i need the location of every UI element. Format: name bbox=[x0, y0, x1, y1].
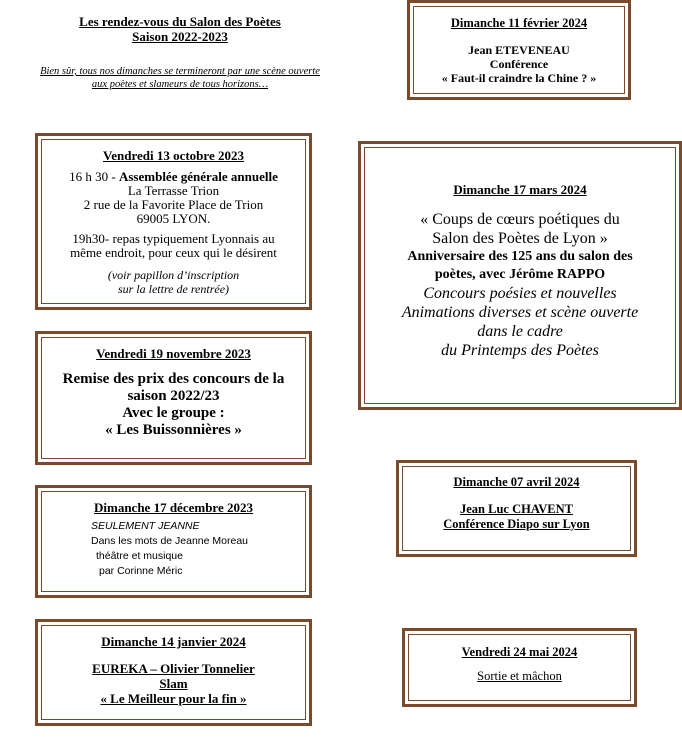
event-line-6: Animations diverses et scène ouverte bbox=[401, 304, 639, 321]
page-header bbox=[30, 14, 330, 91]
event-time: 16 h 30 - bbox=[69, 169, 119, 184]
event-place: La Terrasse Trion bbox=[127, 183, 220, 198]
event-box-april bbox=[396, 460, 637, 557]
event-date: Dimanche 11 février 2024 bbox=[450, 16, 588, 30]
event-title-text: Assemblée générale annuelle bbox=[118, 169, 278, 184]
page-title: Les rendez-vous du Salon des Poètes bbox=[79, 14, 281, 29]
event-box-may bbox=[402, 628, 637, 707]
event-line-3: « Faut-il craindre la Chine ? » bbox=[441, 71, 597, 85]
event-box-march bbox=[358, 141, 682, 410]
event-line-3: Avec le groupe : bbox=[122, 405, 225, 421]
event-line-2: Conférence bbox=[489, 57, 549, 71]
event-note-2: sur la lettre de rentrée) bbox=[117, 282, 230, 296]
event-line: Remise des prix des concours de la bbox=[62, 371, 285, 387]
event-date: Vendredi 24 mai 2024 bbox=[461, 645, 578, 659]
event-date: Dimanche 17 mars 2024 bbox=[453, 182, 587, 197]
event-box-december bbox=[35, 485, 312, 598]
event-note: (voir papillon d’inscription bbox=[107, 268, 240, 282]
event-line-2: Conférence Diapo sur Lyon bbox=[443, 517, 590, 531]
intro-text-2: aux poètes et slameurs de tous horizons… bbox=[91, 79, 269, 90]
event-title bbox=[38, 169, 309, 184]
event-city: 69005 LYON. bbox=[136, 211, 211, 226]
event-line: Jean ETEVENEAU bbox=[468, 43, 570, 57]
event-date: Dimanche 07 avril 2024 bbox=[453, 475, 580, 489]
event-line-8: du Printemps des Poètes bbox=[441, 342, 599, 359]
event-line-3: théâtre et musique bbox=[96, 550, 183, 562]
event-line-7: dans le cadre bbox=[477, 323, 563, 340]
event-meal-2: même endroit, pour ceux qui le désirent bbox=[70, 245, 277, 260]
event-box-january bbox=[35, 619, 312, 726]
event-address: 2 rue de la Favorite Place de Trion bbox=[83, 197, 264, 212]
event-line: Jean Luc CHAVENT bbox=[460, 502, 573, 516]
event-date: Dimanche 14 janvier 2024 bbox=[101, 634, 246, 649]
event-date: Vendredi 19 novembre 2023 bbox=[96, 346, 251, 361]
event-line-2: Dans les mots de Jeanne Moreau bbox=[91, 535, 249, 547]
event-line-3: « Le Meilleur pour la fin » bbox=[100, 691, 247, 706]
event-box-october bbox=[35, 133, 312, 310]
event-line-2: saison 2022/23 bbox=[127, 388, 220, 404]
event-date: Vendredi 13 octobre 2023 bbox=[103, 148, 244, 163]
event-box-november bbox=[35, 331, 312, 465]
event-line-4: poètes, avec Jérôme RAPPO bbox=[434, 267, 606, 282]
event-meal: 19h30- repas typiquement Lyonnais au bbox=[72, 231, 275, 246]
intro-text: Bien sûr, tous nos dimanches se termineront par une scène ouverte bbox=[40, 66, 320, 77]
event-date: Dimanche 17 décembre 2023 bbox=[94, 500, 253, 515]
event-line-2: Salon des Poètes de Lyon » bbox=[432, 230, 608, 247]
event-line-5: Concours poésies et nouvelles bbox=[423, 285, 617, 302]
event-line-4: « Les Buissonnières » bbox=[105, 422, 242, 438]
event-line-2: Slam bbox=[159, 676, 188, 691]
event-line: SEULEMENT JEANNE bbox=[91, 520, 200, 532]
event-line-4: par Corinne Méric bbox=[99, 565, 183, 577]
event-line: Sortie et mâchon bbox=[477, 669, 562, 683]
season-title: Saison 2022-2023 bbox=[132, 29, 228, 44]
event-line: « Coups de cœurs poétiques du bbox=[420, 211, 620, 228]
event-line: EUREKA – Olivier Tonnelier bbox=[92, 661, 255, 676]
event-line-3: Anniversaire des 125 ans du salon des bbox=[407, 249, 633, 264]
event-box-february bbox=[407, 0, 631, 100]
